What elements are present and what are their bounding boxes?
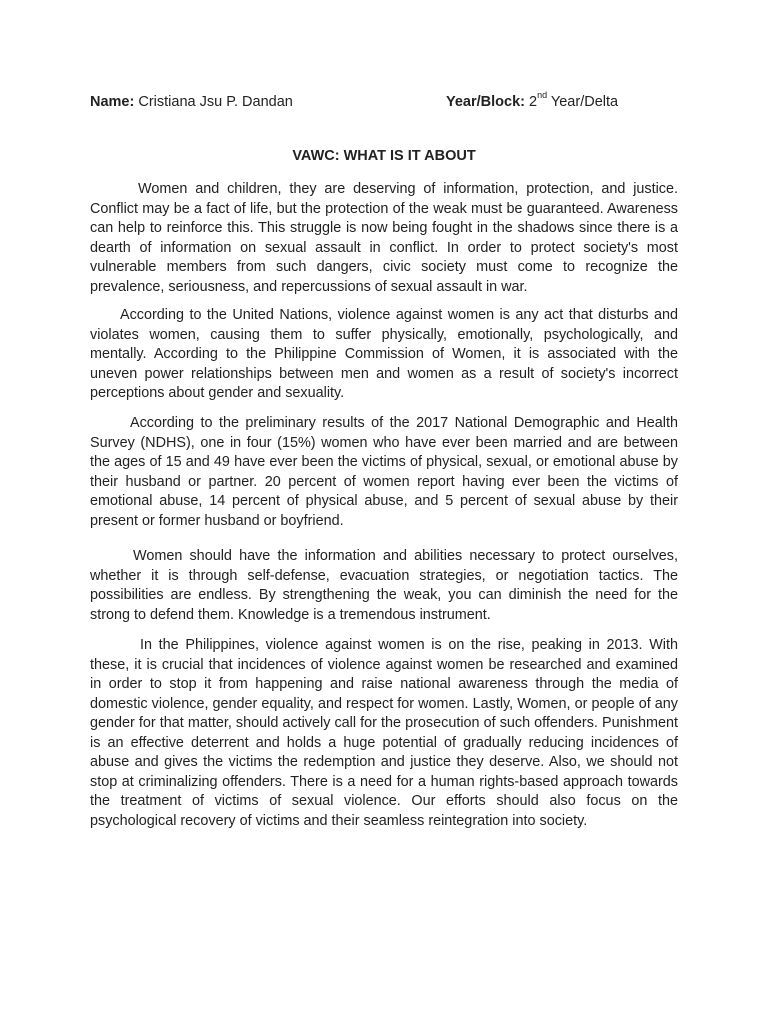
year-ordinal-suffix: nd — [537, 90, 548, 101]
body-paragraph: According to the United Nations, violence against women is any act that disturbs and violates women, causing them to suffer physically, emotionally, psychologically, and mentally. According to the Philippine Commission of Women, it is associated with the uneven power relationships between men and women as a result of society's incorrect perceptions about gender and sexuality. — [90, 307, 678, 401]
year-block-value: Year/Delta — [550, 94, 619, 110]
body-paragraph: Women and children, they are deserving of information, protection, and justice. Conflict may be a fact of life, but the protection of the weak must be guaranteed. Awareness can help to reinforce this. This struggle is now being fought in the shadows since there is a dearth of information on sexual assault in conflict. In order to protect society's most vulnerable members from such dangers, civic society must come to recognize the prevalence, seriousness, and repercussions of sexual assault in war. — [90, 181, 678, 295]
body-paragraph: Women should have the information and abilities necessary to protect ourselves, whether it is through self-defense, evacuation strategies, or negotiation tactics. The possibilities are endless. By strengthening the weak, you can diminish the need for the strong to defend them. Knowledge is a tremendous instrument. — [90, 548, 678, 623]
year-block-label: Year/Block: — [446, 94, 525, 110]
body-paragraph: In the Philippines, violence against women is on the rise, peaking in 2013. With these, it is crucial that incidences of violence against women be researched and examined in order to stop it from happening and raise national awareness through the media of domestic violence, gender equality, and respect for women. Lastly, Women, or people of any gender for that matter, should actively call for the prosecution of such offenders. Punishment is an effective deterrent and holds a huge potential of gradually reducing incidences of abuse and gives the victims the redemption and justice they deserve. Also, we should not stop at criminalizing offenders. There is a need for a human rights-based approach towards the treatment of victims of sexual violence. Our efforts should also focus on the psychological recovery of victims and their seamless reintegration into society. — [90, 637, 678, 829]
body-paragraph: According to the preliminary results of the 2017 National Demographic and Health Survey (NDHS), one in four (15%) women who have ever been married and are between the ages of 15 and 49 have ever been the victims of physical, sexual, or emotional abuse by their husband or partner. 20 percent of women report having ever been the victims of emotional abuse, 14 percent of physical abuse, and 5 percent of sexual abuse by their present or former husband or boyfriend. — [90, 415, 678, 529]
document-title: VAWC: WHAT IS IT ABOUT — [292, 148, 476, 164]
year-block — [446, 92, 618, 112]
year-number: 2 — [529, 94, 538, 110]
student-name — [90, 92, 293, 112]
name-label: Name: — [90, 94, 135, 110]
name-value: Cristiana Jsu P. Dandan — [138, 94, 293, 110]
